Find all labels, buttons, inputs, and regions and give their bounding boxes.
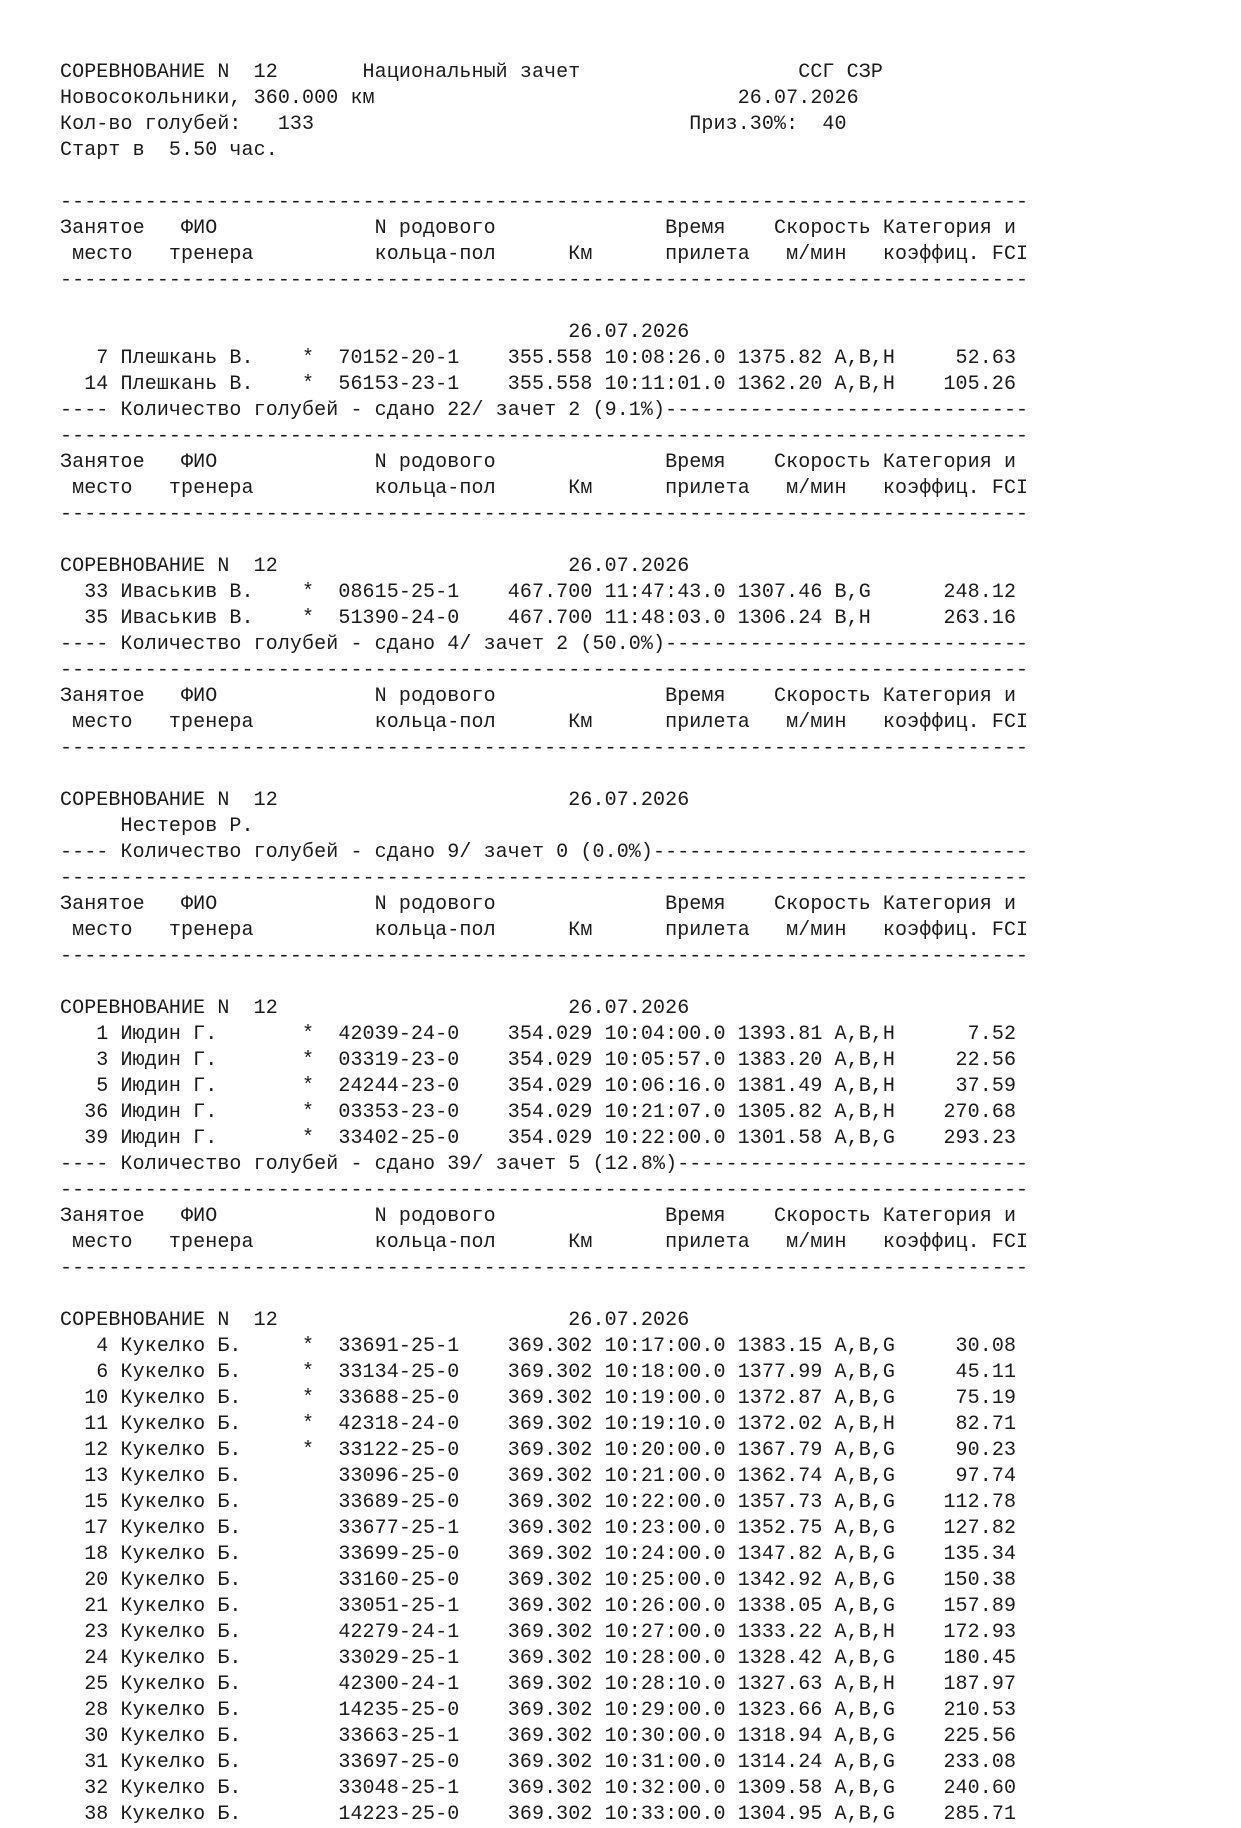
dash-line: -------------------------------------------------------------------------------- <box>60 659 1029 682</box>
result-row: 13 Кукелко Б. 33096-25-0 369.302 10:21:00.0 1362.74 A,B,G 97.74 <box>60 1465 1017 1488</box>
block-title: 26.07.2026 <box>60 321 690 344</box>
result-row: 14 Плешкань В. * 56153-23-1 355.558 10:11:01.0 1362.20 A,B,H 105.26 <box>60 373 1017 396</box>
column-header-line-1: Занятое ФИО N родового Время Скорость Категория и <box>60 217 1017 240</box>
result-row: 36 Июдин Г. * 03353-23-0 354.029 10:21:07.0 1305.82 A,B,H 270.68 <box>60 1101 1017 1124</box>
header-line-2: Новосокольники, 360.000 км 26.07.2026 <box>60 87 859 110</box>
blank-line <box>60 970 1200 996</box>
dash-line: -------------------------------------------------------------------------------- <box>60 867 1029 890</box>
block-title: СОРЕВНОВАНИЕ N 12 26.07.2026 <box>60 789 690 812</box>
dash-line: -------------------------------------------------------------------------------- <box>60 269 1029 292</box>
result-row: 3 Июдин Г. * 03319-23-0 354.029 10:05:57.0 1383.20 A,B,H 22.56 <box>60 1049 1017 1072</box>
report-lines <box>60 60 1200 1828</box>
result-row: 11 Кукелко Б. * 42318-24-0 369.302 10:19:10.0 1372.02 A,B,H 82.71 <box>60 1413 1017 1436</box>
blank-line <box>60 528 1200 554</box>
result-row: 24 Кукелко Б. 33029-25-1 369.302 10:28:00.0 1328.42 A,B,G 180.45 <box>60 1647 1017 1670</box>
header-line-4: Старт в 5.50 час. <box>60 139 278 162</box>
result-row: 30 Кукелко Б. 33663-25-1 369.302 10:30:00.0 1318.94 A,B,G 225.56 <box>60 1725 1017 1748</box>
result-row: 23 Кукелко Б. 42279-24-1 369.302 10:27:00.0 1333.22 A,B,H 172.93 <box>60 1621 1017 1644</box>
block-title: СОРЕВНОВАНИЕ N 12 26.07.2026 <box>60 997 690 1020</box>
result-row: 35 Иваськив В. * 51390-24-0 467.700 11:48:03.0 1306.24 B,H 263.16 <box>60 607 1017 630</box>
blank-line <box>60 294 1200 320</box>
result-row: 12 Кукелко Б. * 33122-25-0 369.302 10:20:00.0 1367.79 A,B,G 90.23 <box>60 1439 1017 1462</box>
result-row: 21 Кукелко Б. 33051-25-1 369.302 10:26:00.0 1338.05 A,B,G 157.89 <box>60 1595 1017 1618</box>
result-row: 4 Кукелко Б. * 33691-25-1 369.302 10:17:00.0 1383.15 A,B,G 30.08 <box>60 1335 1017 1358</box>
dash-line: -------------------------------------------------------------------------------- <box>60 1179 1029 1202</box>
column-header-line-2: место тренера кольца-пол Км прилета м/мин коэффиц. FCI <box>60 477 1029 500</box>
dash-line: -------------------------------------------------------------------------------- <box>60 1257 1029 1280</box>
dash-line: -------------------------------------------------------------------------------- <box>60 945 1029 968</box>
block-footer: ---- Количество голубей - сдано 22/ зачет 2 (9.1%)------------------------------ <box>60 399 1029 422</box>
column-header-line-2: место тренера кольца-пол Км прилета м/мин коэффиц. FCI <box>60 243 1029 266</box>
block-footer: ---- Количество голубей - сдано 39/ зачет 5 (12.8%)----------------------------- <box>60 1153 1029 1176</box>
result-row: 20 Кукелко Б. 33160-25-0 369.302 10:25:00.0 1342.92 A,B,G 150.38 <box>60 1569 1017 1592</box>
result-row: 28 Кукелко Б. 14235-25-0 369.302 10:29:00.0 1323.66 A,B,G 210.53 <box>60 1699 1017 1722</box>
result-row: 33 Иваськив В. * 08615-25-1 467.700 11:47:43.0 1307.46 B,G 248.12 <box>60 581 1017 604</box>
block-title: СОРЕВНОВАНИЕ N 12 26.07.2026 <box>60 555 690 578</box>
column-header-line-1: Занятое ФИО N родового Время Скорость Категория и <box>60 1205 1017 1228</box>
blank-line <box>60 1282 1200 1308</box>
blank-line <box>60 762 1200 788</box>
dash-line: -------------------------------------------------------------------------------- <box>60 503 1029 526</box>
result-row: 18 Кукелко Б. 33699-25-0 369.302 10:24:00.0 1347.82 A,B,G 135.34 <box>60 1543 1017 1566</box>
result-row: 15 Кукелко Б. 33689-25-0 369.302 10:22:00.0 1357.73 A,B,G 112.78 <box>60 1491 1017 1514</box>
column-header-line-1: Занятое ФИО N родового Время Скорость Категория и <box>60 685 1017 708</box>
result-row: Нестеров Р. <box>60 815 254 838</box>
result-row: 5 Июдин Г. * 24244-23-0 354.029 10:06:16.0 1381.49 A,B,H 37.59 <box>60 1075 1017 1098</box>
column-header-line-2: место тренера кольца-пол Км прилета м/мин коэффиц. FCI <box>60 919 1029 942</box>
result-row: 10 Кукелко Б. * 33688-25-0 369.302 10:19:00.0 1372.87 A,B,G 75.19 <box>60 1387 1017 1410</box>
result-row: 39 Июдин Г. * 33402-25-0 354.029 10:22:00.0 1301.58 A,B,G 293.23 <box>60 1127 1017 1150</box>
column-header-line-2: место тренера кольца-пол Км прилета м/мин коэффиц. FCI <box>60 711 1029 734</box>
result-row: 1 Июдин Г. * 42039-24-0 354.029 10:04:00.0 1393.81 A,B,H 7.52 <box>60 1023 1017 1046</box>
result-row: 6 Кукелко Б. * 33134-25-0 369.302 10:18:00.0 1377.99 A,B,G 45.11 <box>60 1361 1017 1384</box>
block-title: СОРЕВНОВАНИЕ N 12 26.07.2026 <box>60 1309 690 1332</box>
header-line-1: СОРЕВНОВАНИЕ N 12 Национальный зачет ССГ СЗР <box>60 61 883 84</box>
block-footer: ---- Количество голубей - сдано 9/ зачет 0 (0.0%)------------------------------- <box>60 841 1029 864</box>
result-row: 17 Кукелко Б. 33677-25-1 369.302 10:23:00.0 1352.75 A,B,G 127.82 <box>60 1517 1017 1540</box>
result-row: 31 Кукелко Б. 33697-25-0 369.302 10:31:00.0 1314.24 A,B,G 233.08 <box>60 1751 1017 1774</box>
result-row: 7 Плешкань В. * 70152-20-1 355.558 10:08:26.0 1375.82 A,B,H 52.63 <box>60 347 1017 370</box>
blank-line <box>60 164 1200 190</box>
result-row: 38 Кукелко Б. 14223-25-0 369.302 10:33:00.0 1304.95 A,B,G 285.71 <box>60 1803 1017 1826</box>
dash-line: -------------------------------------------------------------------------------- <box>60 425 1029 448</box>
column-header-line-2: место тренера кольца-пол Км прилета м/мин коэффиц. FCI <box>60 1231 1029 1254</box>
dash-line: -------------------------------------------------------------------------------- <box>60 191 1029 214</box>
dash-line: -------------------------------------------------------------------------------- <box>60 737 1029 760</box>
block-footer: ---- Количество голубей - сдано 4/ зачет 2 (50.0%)------------------------------ <box>60 633 1029 656</box>
result-row: 32 Кукелко Б. 33048-25-1 369.302 10:32:00.0 1309.58 A,B,G 240.60 <box>60 1777 1017 1800</box>
column-header-line-1: Занятое ФИО N родового Время Скорость Категория и <box>60 451 1017 474</box>
column-header-line-1: Занятое ФИО N родового Время Скорость Категория и <box>60 893 1017 916</box>
result-row: 25 Кукелко Б. 42300-24-1 369.302 10:28:10.0 1327.63 A,B,H 187.97 <box>60 1673 1017 1696</box>
header-line-3: Кол-во голубей: 133 Приз.30%: 40 <box>60 113 847 136</box>
